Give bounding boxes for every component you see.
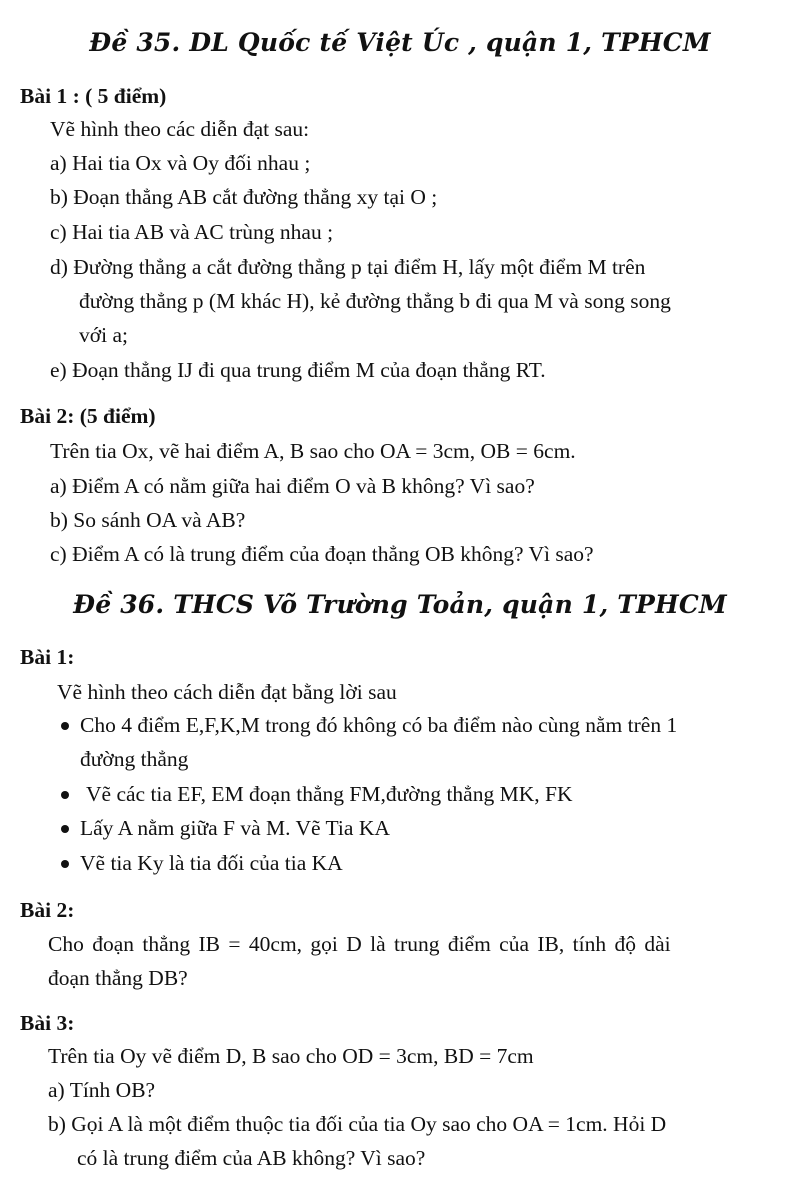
de35-bai1-item-a: a) Hai tia Ox và Oy đối nhau ;: [50, 151, 311, 175]
exam-35-title: Đề 35. DL Quốc tế Việt Úc , quận 1, TPHCM: [89, 28, 711, 57]
de36-bai1-bullet-3: Lấy A nằm giữa F và M. Vẽ Tia KA: [80, 816, 390, 840]
de36-bai1-bullet-1: Cho 4 điểm E,F,K,M trong đó không có ba điểm nào cùng nằm trên 1: [80, 713, 678, 737]
de35-bai2-intro: Trên tia Ox, vẽ hai điểm A, B sao cho OA = 3cm, OB = 6cm.: [50, 439, 576, 463]
de35-bai2-item-b: b) So sánh OA và AB?: [50, 508, 246, 532]
de35-bai1-item-e: e) Đoạn thẳng IJ đi qua trung điểm M của đoạn thẳng RT.: [50, 358, 546, 382]
de35-bai1-item-b: b) Đoạn thẳng AB cắt đường thẳng xy tại O ;: [50, 185, 438, 209]
de36-bai1-heading: Bài 1:: [20, 645, 75, 669]
de36-bai2-line-2: đoạn thẳng DB?: [48, 966, 188, 990]
bullet-icon: [61, 825, 69, 833]
de35-bai1-item-c: c) Hai tia AB và AC trùng nhau ;: [50, 220, 334, 244]
de36-bai3-item-b-cont: có là trung điểm của AB không? Vì sao?: [77, 1146, 426, 1170]
de36-bai3-item-b: b) Gọi A là một điểm thuộc tia đối của tia Oy sao cho OA = 1cm. Hỏi D: [48, 1112, 667, 1136]
de35-bai1-intro: Vẽ hình theo các diễn đạt sau:: [50, 117, 310, 141]
exam-36-title: Đề 36. THCS Võ Trường Toản, quận 1, TPHCM: [73, 590, 727, 619]
de35-bai2-heading: Bài 2: (5 điểm): [20, 404, 156, 428]
de35-bai1-item-d-cont2: với a;: [79, 323, 128, 347]
de36-bai1-intro: Vẽ hình theo cách diễn đạt bằng lời sau: [57, 680, 397, 704]
de35-bai2-item-c: c) Điểm A có là trung điểm của đoạn thẳng OB không? Vì sao?: [50, 542, 594, 566]
de35-bai1-item-d-cont1: đường thẳng p (M khác H), kẻ đường thẳng b đi qua M và song song: [79, 289, 671, 313]
de36-bai1-bullet-4: Vẽ tia Ky là tia đối của tia KA: [80, 851, 343, 875]
de36-bai3-intro: Trên tia Oy vẽ điểm D, B sao cho OD = 3cm, BD = 7cm: [48, 1044, 534, 1068]
de35-bai1-item-d: d) Đường thẳng a cắt đường thẳng p tại điểm H, lấy một điểm M trên: [50, 255, 646, 279]
de35-bai1-heading: Bài 1 : ( 5 điểm): [20, 84, 167, 108]
de35-bai2-item-a: a) Điểm A có nằm giữa hai điểm O và B không? Vì sao?: [50, 474, 535, 498]
de36-bai2-heading: Bài 2:: [20, 898, 75, 922]
bullet-icon: [61, 722, 69, 730]
de36-bai3-item-a: a) Tính OB?: [48, 1078, 156, 1102]
bullet-icon: [61, 791, 69, 799]
de36-bai1-bullet-2: Vẽ các tia EF, EM đoạn thẳng FM,đường thẳng MK, FK: [86, 782, 573, 806]
de36-bai3-heading: Bài 3:: [20, 1011, 75, 1035]
de36-bai1-bullet-1-cont: đường thẳng: [80, 747, 189, 771]
bullet-icon: [61, 860, 69, 868]
de36-bai2-line-1: Cho đoạn thẳng IB = 40cm, gọi D là trung điểm của IB, tính độ dài: [48, 932, 671, 956]
